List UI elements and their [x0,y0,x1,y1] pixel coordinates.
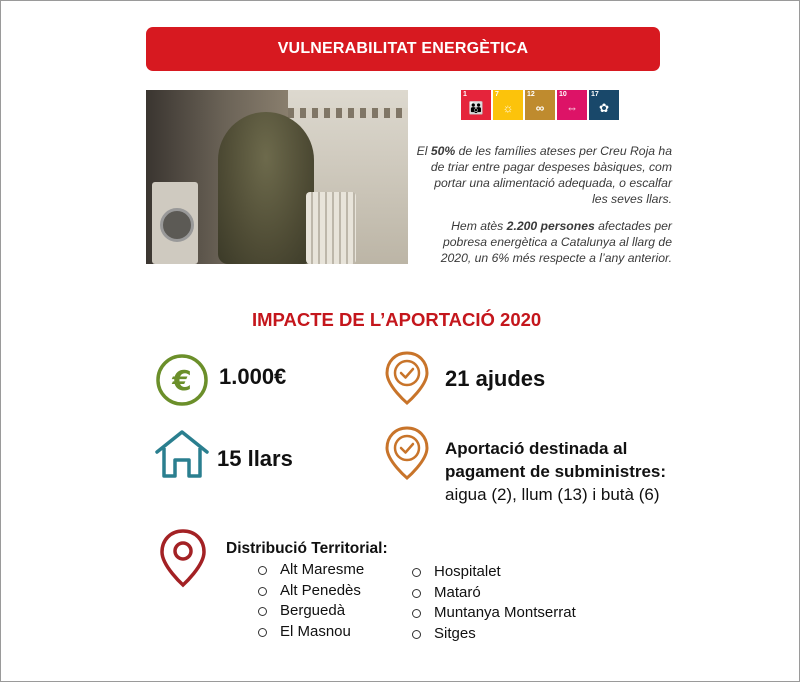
intro-paragraph-2: Hem atès 2.200 persones afectades per pobresa energètica a Catalunya al llarg de 2020, un 6% més respecte a l’any anterior. [440,219,672,265]
sdg-badge-1: 1 👪 [461,90,491,120]
destination-description [445,437,666,506]
intro-paragraph-1: El 50% de les famílies ateses per Creu Roja ha de triar entre pagar despeses bàsiques, com portar una alimentació adequada, o escalfar les seves llars. [416,144,672,206]
homes-value: 15 llars [217,446,293,471]
sdg-badge-10: 10 ⇔ [557,90,587,120]
list-item: El Masnou [256,622,364,643]
list-item: Mataró [410,583,576,604]
list-item: Alt Maresme [256,560,364,581]
distribution-title: Distribució Territorial: [226,540,388,557]
list-item: Sitges [410,624,576,645]
distribution-list-left [256,560,364,642]
location-check-icon-2 [383,425,431,481]
list-item: Berguedà [256,601,364,622]
euro-icon [155,353,209,407]
sun-icon: ☼ [502,101,514,115]
house-icon [153,428,211,480]
aids-value: 21 ajudes [445,366,546,391]
distribution-list-right [410,562,576,644]
sdg-badges [461,90,619,120]
location-check-icon [383,350,431,406]
list-item: Alt Penedès [256,581,364,602]
equality-icon: ⇔ [566,101,578,115]
list-item: Hospitalet [410,562,576,583]
svg-text:€: € [172,364,192,397]
sdg-badge-7: 7 ☼ [493,90,523,120]
sdg-badge-17: 17 ✿ [589,90,619,120]
banner-title: VULNERABILITAT ENERGÈTICA [277,40,529,57]
destination-detail: aigua (2), llum (13) i butà (6) [445,485,660,504]
impact-title: IMPACTE DE L’APORTACIÓ 2020 [252,309,542,330]
amount-value: 1.000€ [219,364,287,389]
flower-icon: ✿ [598,101,610,115]
destination-line-2: pagament de subministres: [445,462,667,481]
people-icon: 👪 [468,101,484,115]
section-banner [146,27,660,71]
list-item: Muntanya Montserrat [410,603,576,624]
infinity-icon: ∞ [535,101,545,115]
photo-person-by-radiator [146,90,408,264]
destination-line-1: Aportació destinada al [445,439,628,458]
sdg-badge-12: 12 ∞ [525,90,555,120]
map-pin-icon [158,528,208,588]
